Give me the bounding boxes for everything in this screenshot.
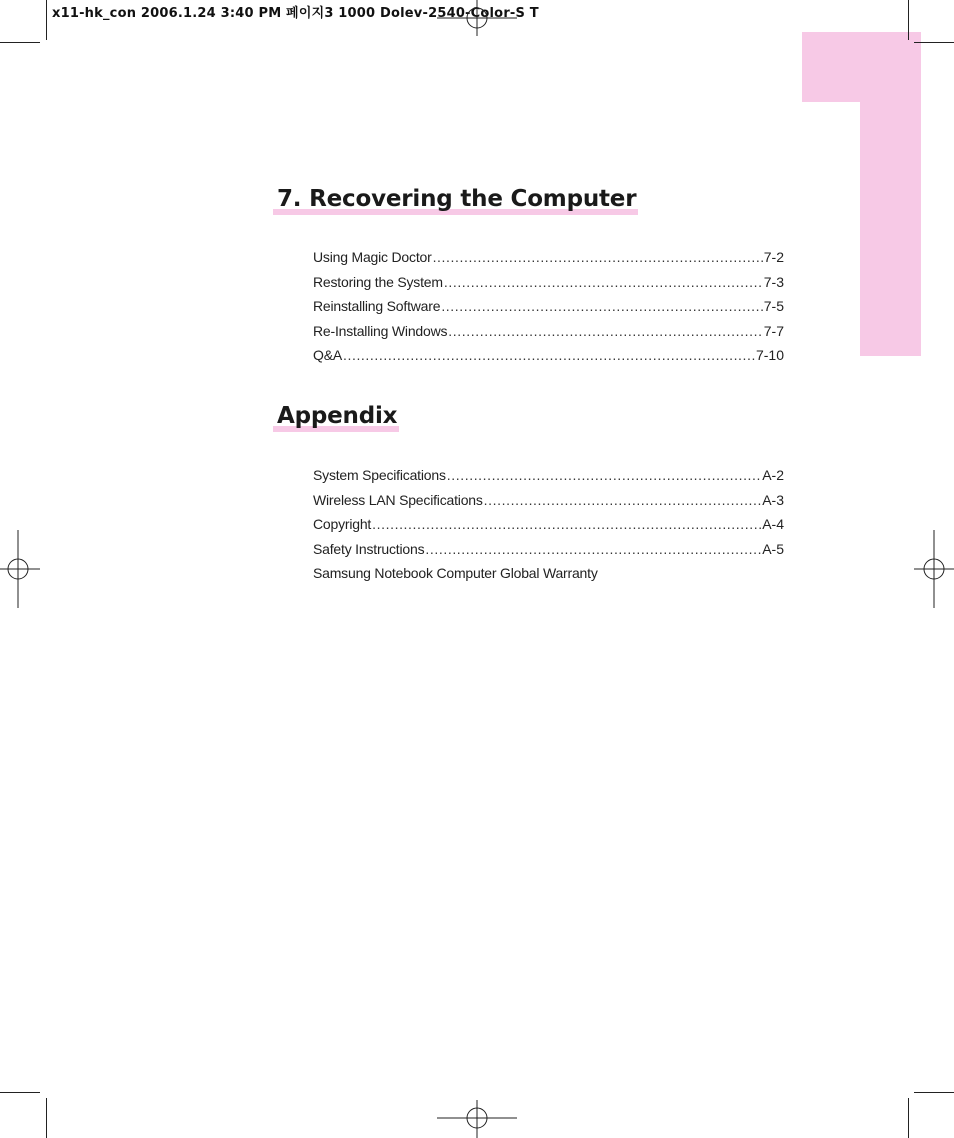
- section-title-recovering: 7. Recovering the Computer: [277, 186, 636, 212]
- toc-entry[interactable]: Restoring the System ..... 7-3: [313, 270, 784, 295]
- toc-entry[interactable]: Samsung Notebook Computer Global Warranty: [313, 565, 598, 581]
- crop-mark: [0, 1092, 40, 1093]
- toc-list-appendix: [313, 463, 784, 586]
- chapter-tab-notch: [802, 102, 860, 356]
- section-title-appendix: Appendix: [277, 403, 397, 429]
- crop-mark: [914, 1092, 954, 1093]
- toc-entry[interactable]: Q&A ..... 7-10: [313, 343, 784, 368]
- print-slug-header: x11-hk_con 2006.1.24 3:40 PM 페이지3 1000 Dolev-2540-Color-S T: [52, 6, 539, 21]
- crop-mark: [46, 0, 47, 40]
- toc-entry[interactable]: Copyright ..... A-4: [313, 512, 784, 537]
- registration-mark-icon: [0, 530, 40, 608]
- toc-entry[interactable]: Re-Installing Windows ..... 7-7: [313, 319, 784, 344]
- crop-mark: [46, 1098, 47, 1138]
- toc-entry[interactable]: System Specifications ..... A-2: [313, 463, 784, 488]
- toc-entry[interactable]: Using Magic Doctor ..... 7-2: [313, 245, 784, 270]
- chapter-tab: [802, 32, 921, 356]
- crop-mark: [914, 42, 954, 43]
- registration-mark-icon: [437, 0, 517, 36]
- toc-entry[interactable]: Safety Instructions ..... A-5: [313, 537, 784, 562]
- toc-list-recovering: [313, 245, 784, 368]
- registration-mark-icon: [914, 530, 954, 608]
- crop-mark: [0, 42, 40, 43]
- registration-mark-icon: [437, 1100, 517, 1138]
- crop-mark: [908, 1098, 909, 1138]
- toc-entry[interactable]: Reinstalling Software ..... 7-5: [313, 294, 784, 319]
- crop-mark: [908, 0, 909, 40]
- toc-entry[interactable]: Wireless LAN Specifications ..... A-3: [313, 488, 784, 513]
